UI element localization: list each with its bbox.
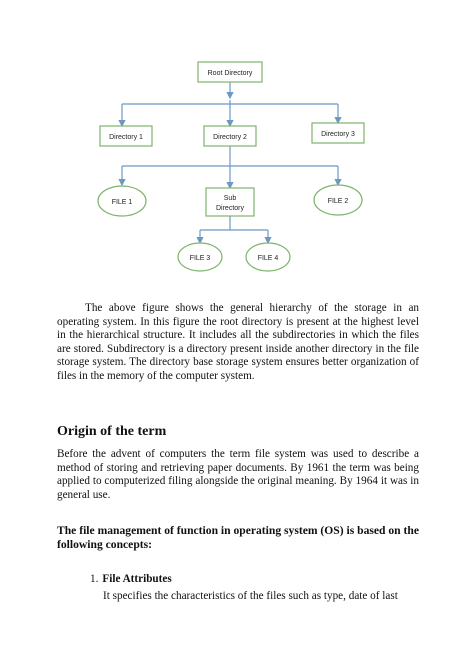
list-item-file-attributes (90, 573, 172, 585)
file-3-oval (178, 243, 222, 271)
file-1-oval (98, 186, 146, 216)
connector-lines (122, 82, 338, 243)
list-item-title: File Attributes (102, 573, 172, 585)
list-item-description: It specifies the characteristics of the files such as type, date of last (103, 590, 398, 602)
directory-1-label: Directory 1 (109, 134, 143, 141)
file-2-oval (314, 185, 362, 215)
sub-directory-label-line2: Directory (215, 205, 245, 212)
paragraph-hierarchy-description: The above figure shows the general hierarchy of the storage in an operating system. In this figure the root directory is present at the highest level in the hierarchical structure. It includes all the subdirectories in which the files are stored. Subdirectory is a directory present inside another directory in the file storage system. The directory base storage system ensures better organization of files in the memory of the computer system. (57, 302, 419, 382)
heading-origin-of-term: Origin of the term (57, 424, 167, 439)
file-3-label: FILE 3 (189, 255, 211, 262)
root-directory-box (198, 62, 262, 82)
paragraph-origin: Before the advent of computers the term file system was used to describe a method of storing and retrieving paper documents. By 1961 the term was being applied to computerized filing alongside the original meaning. By 1964 it was in general use. (57, 448, 419, 501)
file-1-label: FILE 1 (111, 199, 133, 206)
directory-2-label: Directory 2 (213, 134, 247, 141)
file-4-oval (246, 243, 290, 271)
directory-3-box (312, 123, 364, 143)
file-2-label: FILE 2 (327, 198, 349, 205)
list-item-number: 1. (90, 573, 99, 585)
directory-2-box (204, 126, 256, 146)
root-directory-label: Root Directory (207, 70, 253, 77)
directory-hierarchy-diagram (0, 0, 474, 290)
subheading-file-management-concepts: The file management of function in operating system (OS) is based on the following concepts: (57, 524, 419, 551)
file-4-label: FILE 4 (257, 255, 279, 262)
directory-3-label: Directory 3 (321, 131, 355, 138)
directory-1-box (100, 126, 152, 146)
sub-directory-label-line1: Sub (223, 195, 237, 202)
sub-directory-box (206, 188, 254, 216)
